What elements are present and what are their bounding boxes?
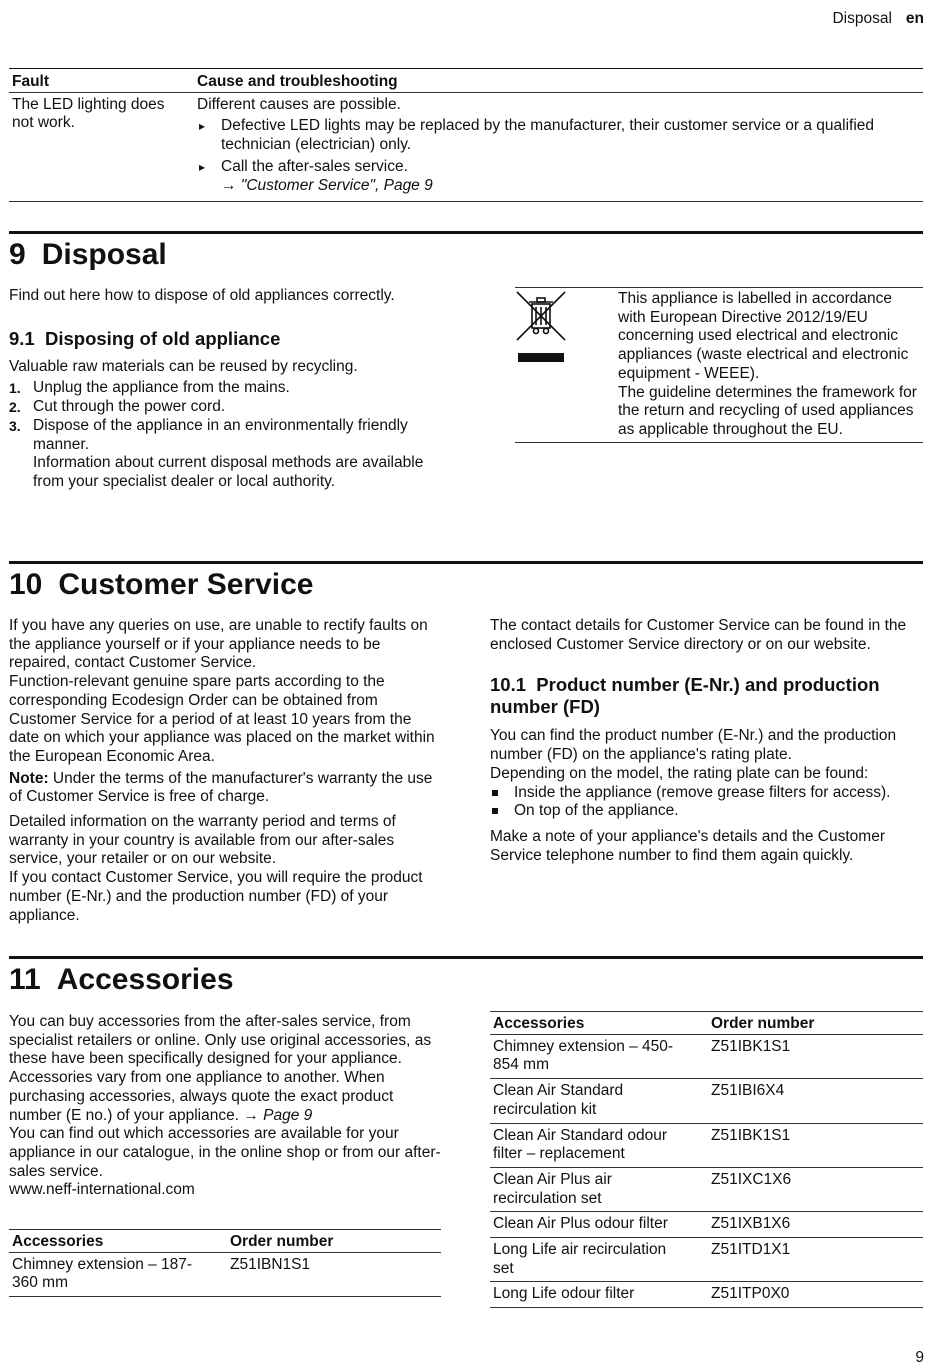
section-rule xyxy=(9,956,923,959)
accessories-table-right xyxy=(490,1011,923,1308)
cause-intro: Different causes are possible. xyxy=(197,95,401,113)
accessory-name: Long Life air recirculation set xyxy=(490,1238,708,1282)
weee-crossed-bin-icon xyxy=(515,290,618,442)
accessory-name: Clean Air Standard recirculation kit xyxy=(490,1079,708,1123)
step-text: Cut through the power cord. xyxy=(33,398,226,416)
fault-col-header: Fault xyxy=(9,70,194,92)
table-row xyxy=(490,1212,923,1238)
section-rule xyxy=(9,231,923,234)
subsection-intro: Valuable raw materials can be reused by recycling. xyxy=(9,357,358,375)
weee-paragraph: This appliance is labelled in accordance with European Directive 2012/19/EU concerning used electrical and electronic appliances (waste electrical and electronic equipment - WEEE). xyxy=(618,290,909,382)
disposal-step xyxy=(9,379,439,398)
step-number: 3. xyxy=(9,417,21,434)
subsection-heading xyxy=(9,328,439,350)
section-title: Accessories xyxy=(56,963,234,996)
disposal-steps xyxy=(9,379,439,491)
table-row xyxy=(490,1167,923,1211)
paragraph xyxy=(9,1069,441,1125)
cause-cell xyxy=(194,92,923,202)
note-text: Under the terms of the manufacturer's warranty the use of Customer Service is free of charge. xyxy=(9,769,433,806)
section-heading-disposal xyxy=(9,238,167,272)
paragraph: You can find the product number (E-Nr.) and the production number (FD) on the appliance's rating plate. xyxy=(490,727,897,764)
disposal-step xyxy=(9,417,439,492)
paragraph: If you contact Customer Service, you will require the product number (E-Nr.) and the production number (FD) of your appliance. xyxy=(9,869,423,924)
subsection-title: Disposing of old appliance xyxy=(45,327,281,349)
fault-cell: The LED lighting does not work. xyxy=(9,92,194,202)
cross-reference-text: "Customer Service", Page 9 xyxy=(240,176,433,194)
subsection-number: 9.1 xyxy=(9,327,35,349)
cause-col-header: Cause and troubleshooting xyxy=(194,70,923,92)
accessories-left-column xyxy=(9,1013,441,1200)
accessories-table-left xyxy=(9,1229,441,1297)
cause-step-text: Call the after-sales service. xyxy=(221,157,408,175)
order-number-col-header: Order number xyxy=(708,1012,923,1034)
weee-row xyxy=(515,288,923,442)
fault-table xyxy=(9,70,923,202)
disposal-intro: Find out here how to dispose of old appliances correctly. xyxy=(9,287,395,304)
customer-service-left-column xyxy=(9,617,441,925)
note-label: Note: xyxy=(9,769,49,787)
paragraph: You can buy accessories from the after-sales service, from specialist retailers or online. Only use original accessories, as these have been specifically designed for your appliance. xyxy=(9,1013,432,1068)
section-heading-accessories xyxy=(9,963,234,997)
subsection-heading xyxy=(490,674,923,718)
disposal-step xyxy=(9,398,439,417)
table-row xyxy=(9,1252,441,1296)
section-number: 10 xyxy=(9,568,43,601)
paragraph-text: Accessories vary from one appliance to another. When purchasing accessories, always quote the exact product number (E no.) of your appliance. xyxy=(9,1069,394,1124)
order-number: Z51ITP0X0 xyxy=(708,1282,923,1308)
order-number: Z51ITD1X1 xyxy=(708,1238,923,1282)
step-number: 1. xyxy=(9,380,21,397)
fault-table-top-rule xyxy=(9,68,923,69)
table-row xyxy=(490,1034,923,1078)
arrow-right-icon: → xyxy=(243,1106,259,1124)
rating-plate-locations xyxy=(490,784,923,821)
disposal-left-column xyxy=(9,287,439,492)
accessories-col-header: Accessories xyxy=(490,1012,708,1034)
customer-service-right-column xyxy=(490,617,923,865)
order-number: Z51IBK1S1 xyxy=(708,1123,923,1167)
accessories-col-header: Accessories xyxy=(9,1230,227,1252)
section-heading-customer-service xyxy=(9,568,314,602)
accessory-name: Chimney extension – 450-854 mm xyxy=(490,1034,708,1078)
order-number-col-header: Order number xyxy=(227,1230,441,1252)
paragraph: Make a note of your appliance's details and the Customer Service telephone number to find them again quickly. xyxy=(490,827,885,864)
table-row xyxy=(490,1123,923,1167)
section-number: 9 xyxy=(9,238,26,271)
paragraph: Depending on the model, the rating plate can be found: xyxy=(490,764,869,782)
website-link[interactable]: www.neff-international.com xyxy=(9,1181,195,1199)
paragraph: Function-relevant genuine spare parts according to the corresponding Ecodesign Order can be obtained from Customer Service for a period of at least 10 years from the date on which your appliance was placed on the market within the European Economic Area. xyxy=(9,673,435,765)
accessory-name: Clean Air Plus odour filter xyxy=(490,1212,708,1238)
arrow-right-icon: → xyxy=(221,176,237,194)
section-title: Customer Service xyxy=(58,568,314,601)
step-number: 2. xyxy=(9,399,21,416)
weee-notice xyxy=(515,287,923,443)
subsection-title: Product number (E-Nr.) and production number (FD) xyxy=(490,674,880,718)
cause-steps xyxy=(197,117,923,195)
order-number: Z51IXC1X6 xyxy=(708,1167,923,1211)
section-title: Disposal xyxy=(41,238,167,271)
table-row xyxy=(490,1282,923,1308)
accessory-name: Long Life odour filter xyxy=(490,1282,708,1308)
step-note: Information about current disposal methods are available from your specialist dealer or local authority. xyxy=(33,454,424,490)
order-number: Z51IXB1X6 xyxy=(708,1212,923,1238)
accessory-name: Chimney extension – 187-360 mm xyxy=(9,1252,227,1296)
order-number: Z51IBI6X4 xyxy=(708,1079,923,1123)
note-paragraph xyxy=(9,770,441,807)
cause-step: ▸ Defective LED lights may be replaced by the manufacturer, their customer service or a qualified technician (electrician) only. xyxy=(197,117,923,154)
section-number: 11 xyxy=(9,963,41,996)
table-row xyxy=(490,1238,923,1282)
cross-reference-link[interactable] xyxy=(221,177,433,194)
page-header xyxy=(832,10,924,29)
paragraph: The contact details for Customer Service can be found in the enclosed Customer Service directory or on our website. xyxy=(490,617,907,653)
weee-text xyxy=(618,290,923,442)
list-item: On top of the appliance. xyxy=(490,802,923,821)
paragraph: You can find out which accessories are available for your appliance in our catalogue, in the online shop or from our after-sales service. xyxy=(9,1125,441,1180)
paragraph: Detailed information on the warranty period and terms of warranty in your country is available from our after-sales service, your retailer or on our website. xyxy=(9,813,396,868)
page-number: 9 xyxy=(915,1349,924,1366)
cross-reference-link[interactable] xyxy=(243,1107,312,1124)
weee-paragraph: The guideline determines the framework for the return and recycling of used appliances as applicable throughout the EU. xyxy=(618,383,917,438)
table-row xyxy=(490,1079,923,1123)
paragraph: If you have any queries on use, are unable to rectify faults on the appliance yourself or if your appliance needs to be repaired, contact Customer Service. xyxy=(9,617,428,672)
weee-bottom-rule xyxy=(515,442,923,443)
accessory-name: Clean Air Standard odour filter – replacement xyxy=(490,1123,708,1167)
subsection-number: 10.1 xyxy=(490,674,527,696)
header-lang: en xyxy=(905,10,924,27)
header-section: Disposal xyxy=(832,10,892,27)
step-text: Dispose of the appliance in an environmentally friendly manner. xyxy=(33,416,408,453)
order-number: Z51IBK1S1 xyxy=(708,1034,923,1078)
list-item: Inside the appliance (remove grease filters for access). xyxy=(490,784,923,803)
accessories-table xyxy=(490,1012,923,1308)
section-rule xyxy=(9,561,923,564)
order-number: Z51IBN1S1 xyxy=(227,1252,441,1296)
accessories-table xyxy=(9,1230,441,1297)
cross-reference-text: Page 9 xyxy=(263,1106,313,1124)
accessory-name: Clean Air Plus air recirculation set xyxy=(490,1167,708,1211)
step-text: Unplug the appliance from the mains. xyxy=(33,379,290,397)
cause-step xyxy=(197,158,923,195)
